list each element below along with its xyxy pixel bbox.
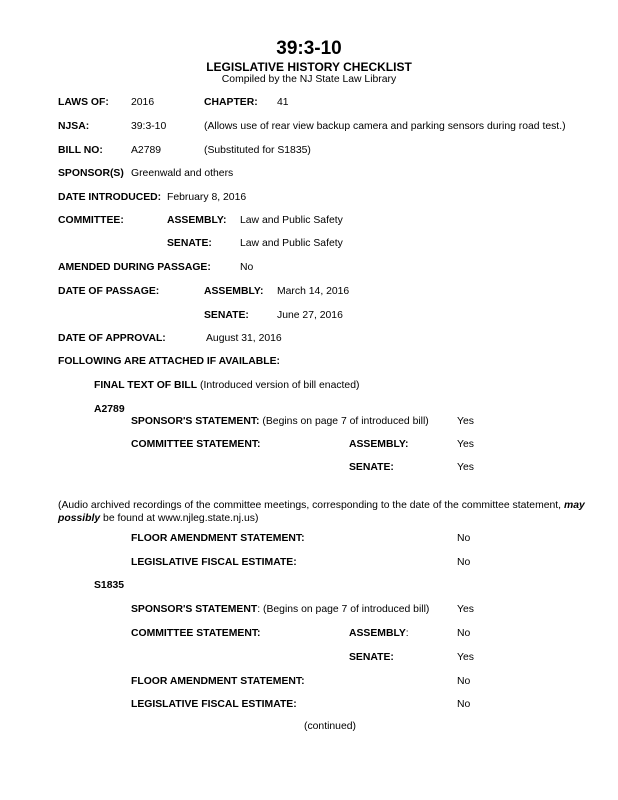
s1835-sponsor-row	[131, 604, 429, 616]
bill-no-value: A2789	[131, 145, 162, 156]
date-of-passage-label: DATE OF PASSAGE:	[58, 286, 160, 297]
s1835-committee-assembly-row	[349, 628, 409, 640]
s1835-committee-assembly-label: ASSEMBLY	[349, 628, 406, 639]
s1835-committee-assembly-value: No	[457, 628, 471, 639]
a2789-floor-amendment-value: No	[457, 533, 471, 544]
committee-assembly-label: ASSEMBLY:	[167, 215, 227, 226]
a2789-committee-statement-label: COMMITTEE STATEMENT:	[131, 439, 261, 450]
njsa-label: NJSA:	[58, 121, 90, 132]
s1835-sponsor-statement-label: SPONSOR'S STATEMENT	[131, 604, 258, 615]
committee-senate-label: SENATE:	[167, 238, 212, 249]
s1835-floor-amendment-label: FLOOR AMENDMENT STATEMENT:	[131, 676, 305, 687]
committee-label: COMMITTEE:	[58, 215, 124, 226]
chapter-value: 41	[277, 97, 289, 108]
sponsors-value: Greenwald and others	[131, 168, 234, 179]
date-introduced-value: February 8, 2016	[167, 192, 247, 203]
laws-of-label: LAWS OF:	[58, 97, 109, 108]
bill-no-description: (Substituted for S1835)	[204, 145, 311, 156]
committee-assembly-value: Law and Public Safety	[240, 215, 343, 226]
date-introduced-label: DATE INTRODUCED:	[58, 192, 162, 203]
chapter-label: CHAPTER:	[204, 97, 258, 108]
s1835-committee-senate-value: Yes	[457, 652, 474, 663]
amended-value: No	[240, 262, 254, 273]
checklist-heading: LEGISLATIVE HISTORY CHECKLIST	[206, 60, 412, 74]
final-text-description: (Introduced version of bill enacted)	[200, 380, 360, 391]
a2789-fiscal-estimate-value: No	[457, 557, 471, 568]
a2789-committee-senate-label: SENATE:	[349, 462, 394, 473]
audio-note-text: (Audio archived recordings of the committee meetings, corresponding to the date of the committee statement,	[58, 500, 564, 511]
date-of-approval-value: August 31, 2016	[206, 333, 282, 344]
audio-note-emphasis: may possibly	[58, 500, 585, 524]
passage-senate-value: June 27, 2016	[277, 310, 343, 321]
s1835-fiscal-estimate-value: No	[457, 699, 471, 710]
attached-heading: FOLLOWING ARE ATTACHED IF AVAILABLE:	[58, 356, 281, 367]
a2789-sponsor-row	[131, 416, 429, 428]
s1835-committee-senate-label: SENATE:	[349, 652, 394, 663]
continued-note: (continued)	[304, 721, 356, 732]
s1835-sponsor-statement-value: Yes	[457, 604, 474, 615]
passage-assembly-label: ASSEMBLY:	[204, 286, 264, 297]
amended-label: AMENDED DURING PASSAGE:	[58, 262, 211, 273]
compiled-by: Compiled by the NJ State Law Library	[221, 74, 397, 85]
audio-archive-note	[58, 500, 603, 525]
s1835-committee-assembly-colon: :	[405, 628, 409, 639]
s1835-sponsor-statement-description: : (Begins on page 7 of introduced bill)	[257, 604, 430, 615]
a2789-committee-assembly-value: Yes	[457, 439, 474, 450]
bill-no-label: BILL NO:	[58, 145, 103, 156]
final-text-label: FINAL TEXT OF BILL	[94, 380, 198, 391]
final-text-row	[94, 380, 359, 392]
a2789-committee-assembly-label: ASSEMBLY:	[349, 439, 409, 450]
audio-note-link-text: be found at www.njleg.state.nj.us)	[100, 512, 259, 524]
a2789-floor-amendment-label: FLOOR AMENDMENT STATEMENT:	[131, 533, 305, 544]
a2789-committee-senate-value: Yes	[457, 462, 474, 473]
laws-of-value: 2016	[131, 97, 155, 108]
page-title: 39:3-10	[276, 38, 342, 59]
date-of-approval-label: DATE OF APPROVAL:	[58, 333, 166, 344]
s1835-fiscal-estimate-label: LEGISLATIVE FISCAL ESTIMATE:	[131, 699, 297, 710]
sponsors-label: SPONSOR(S)	[58, 168, 124, 179]
a2789-sponsor-statement-value: Yes	[457, 416, 474, 427]
passage-assembly-value: March 14, 2016	[277, 286, 350, 297]
committee-senate-value: Law and Public Safety	[240, 238, 343, 249]
a2789-fiscal-estimate-label: LEGISLATIVE FISCAL ESTIMATE:	[131, 557, 297, 568]
s1835-floor-amendment-value: No	[457, 676, 471, 687]
njsa-value: 39:3-10	[131, 121, 167, 132]
s1835-committee-statement-label: COMMITTEE STATEMENT:	[131, 628, 261, 639]
a2789-sponsor-statement-label: SPONSOR'S STATEMENT:	[131, 416, 260, 427]
passage-senate-label: SENATE:	[204, 310, 249, 321]
a2789-heading: A2789	[94, 404, 125, 415]
s1835-heading: S1835	[94, 580, 125, 591]
a2789-sponsor-statement-description: (Begins on page 7 of introduced bill)	[262, 416, 429, 427]
njsa-description: (Allows use of rear view backup camera and parking sensors during road test.)	[204, 121, 566, 132]
